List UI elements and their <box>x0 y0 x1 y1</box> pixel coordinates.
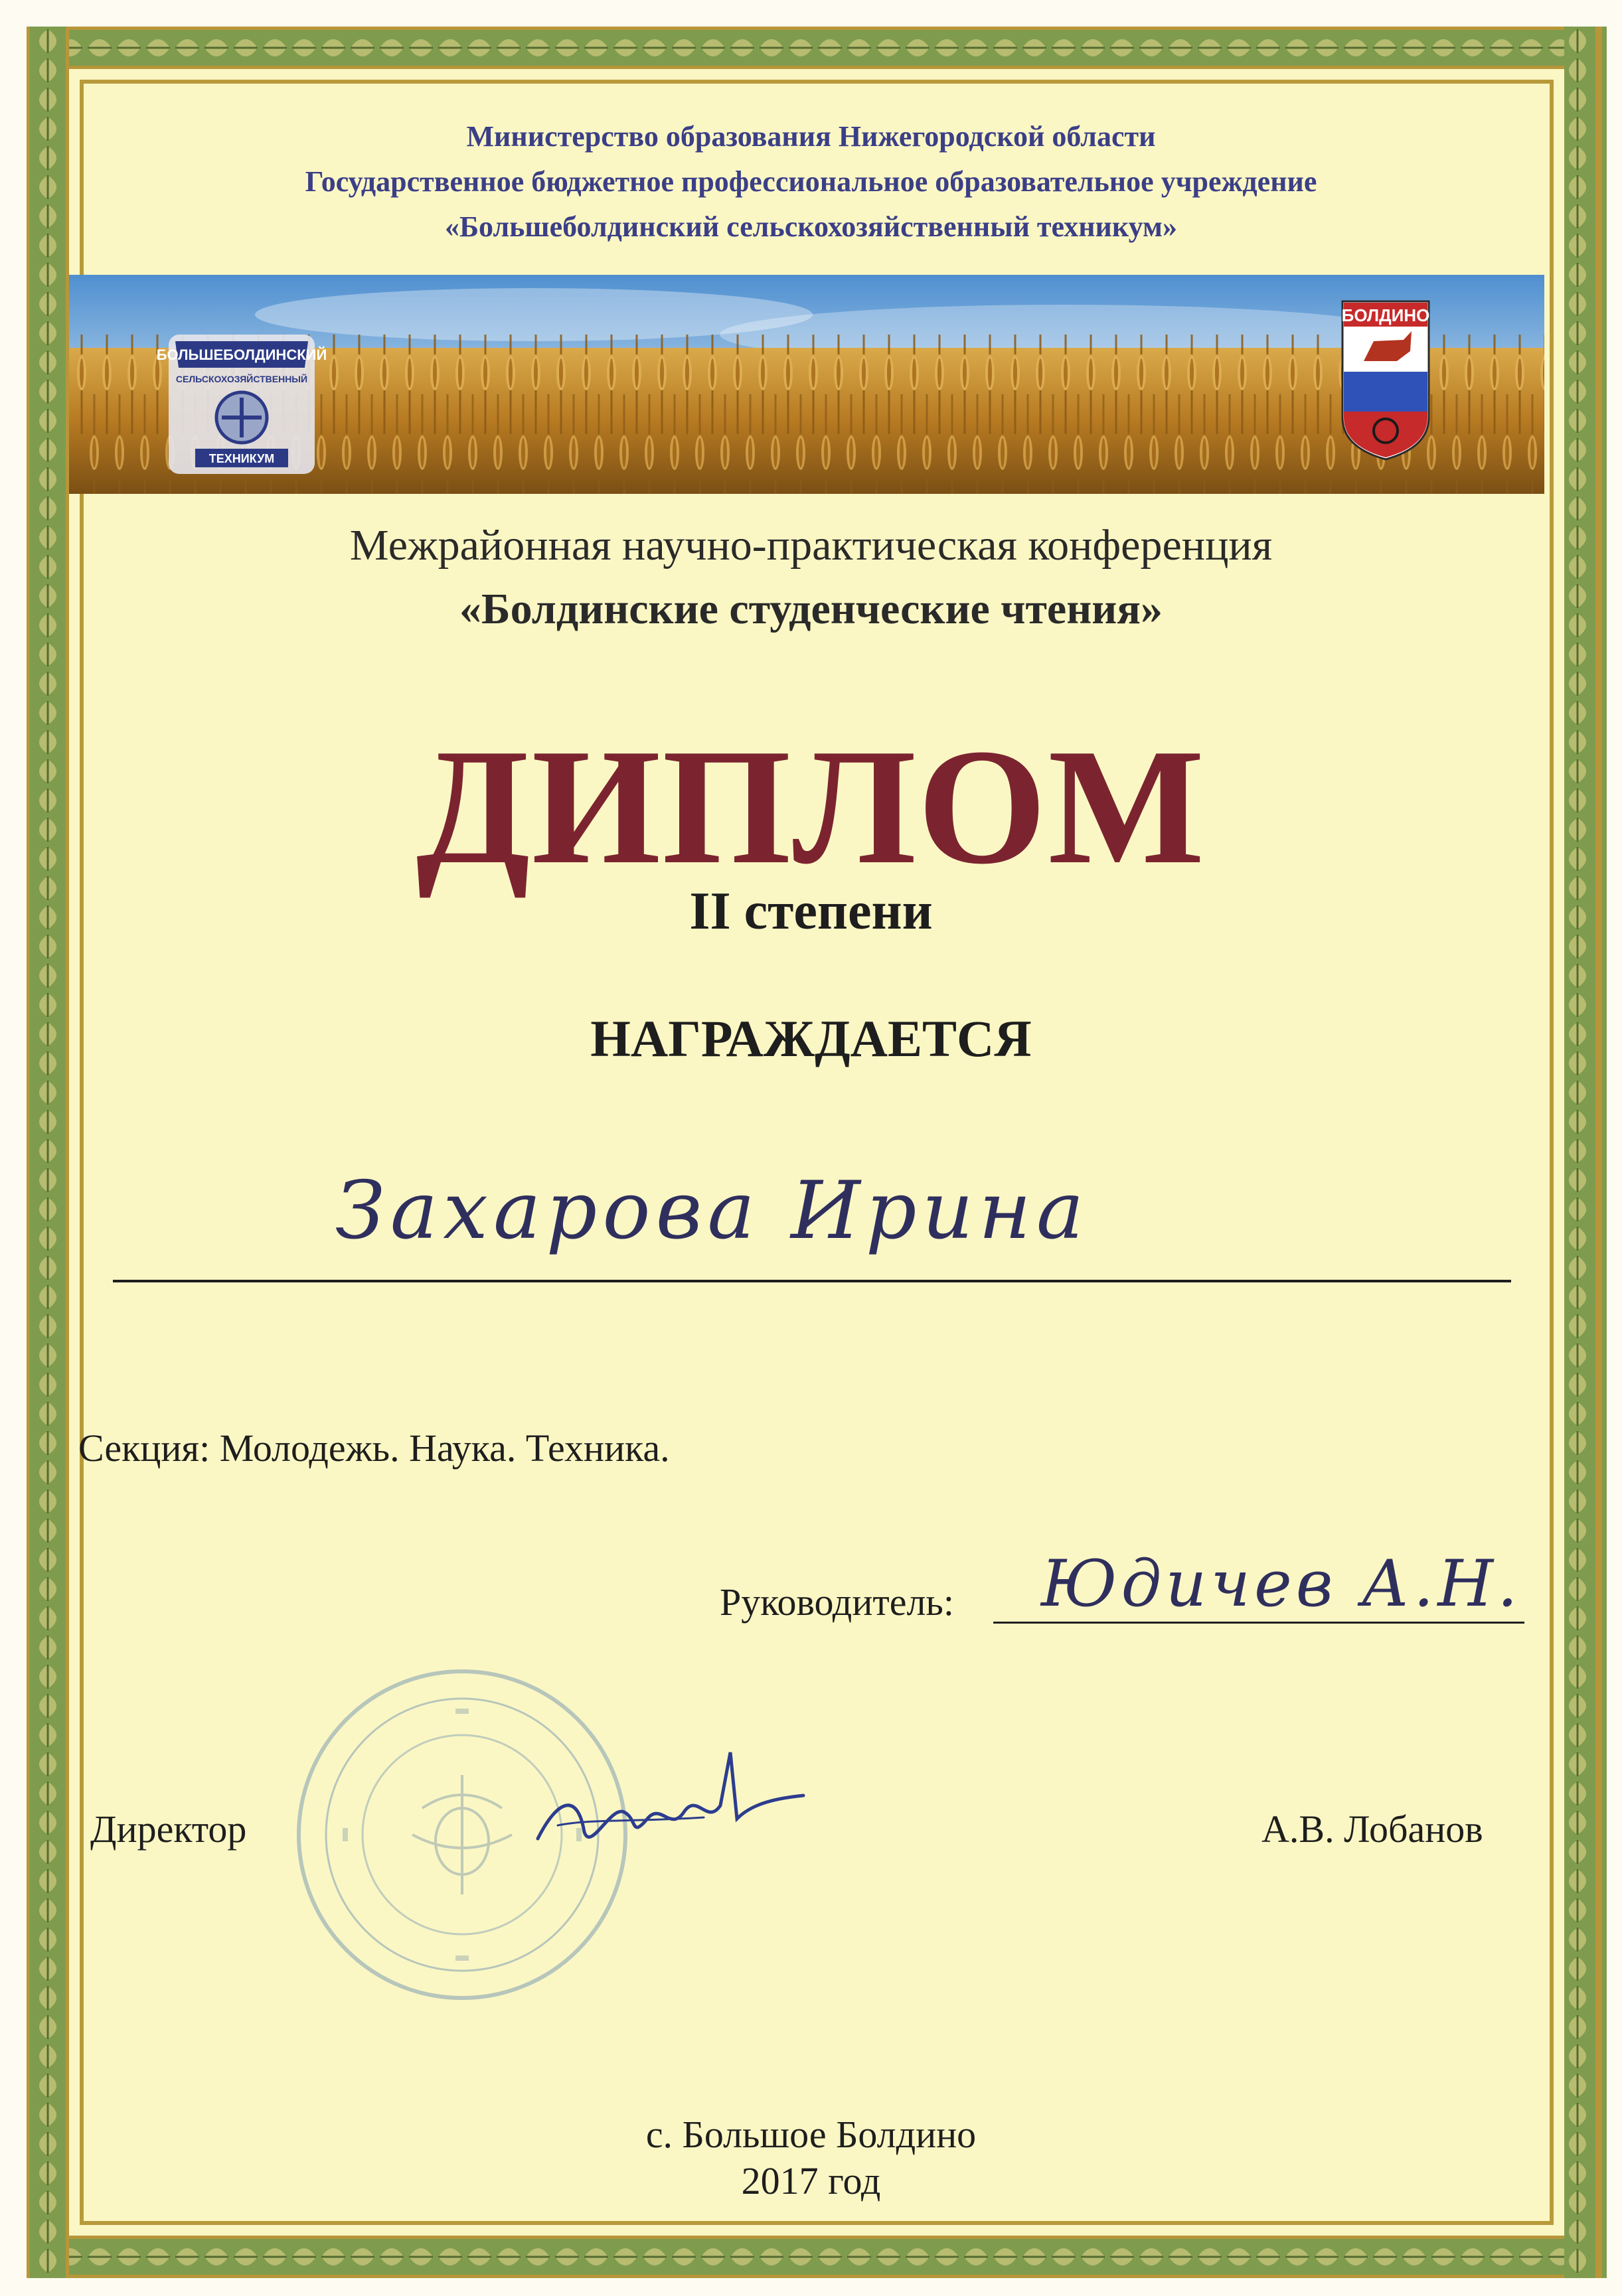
institution-type-line: Государственное бюджетное профессиональное образовательное учреждение <box>305 165 1317 198</box>
section-label: Секция: <box>78 1426 210 1470</box>
svg-text:СЕЛЬСКОХОЗЯЙСТВЕННЫЙ: СЕЛЬСКОХОЗЯЙСТВЕННЫЙ <box>175 374 308 384</box>
director-label: Директор <box>90 1807 247 1851</box>
recipient-name-handwritten: Захарова Ирина <box>335 1165 1090 1257</box>
year-of-issue: 2017 год <box>741 2159 881 2202</box>
section-line <box>78 1426 670 1470</box>
wheat-field-banner <box>69 275 1544 494</box>
leader-name-handwritten: Юдичев А.Н. <box>1041 1547 1522 1621</box>
svg-text:ТЕХНИКУМ: ТЕХНИКУМ <box>208 452 275 465</box>
ministry-line: Министерство образования Нижегородской области <box>466 120 1156 153</box>
place-of-issue: с. Большое Болдино <box>645 2113 977 2156</box>
svg-text:БОЛЬШЕБОЛДИНСКИЙ: БОЛЬШЕБОЛДИНСКИЙ <box>156 346 327 363</box>
boldino-emblem <box>1342 301 1430 459</box>
college-logo <box>157 335 327 474</box>
leader-underline <box>993 1622 1524 1624</box>
section-value: Молодежь. Наука. Техника. <box>219 1426 670 1470</box>
diploma-title: ДИПЛОМ <box>416 715 1206 899</box>
director-name: А.В. Лобанов <box>1261 1807 1483 1851</box>
conference-name: Межрайонная научно-практическая конференция <box>349 521 1273 570</box>
awarded-heading: НАГРАЖДАЕТСЯ <box>590 1010 1032 1067</box>
svg-text:БОЛДИНО: БОЛДИНО <box>1341 305 1430 325</box>
conference-title: «Болдинские студенческие чтения» <box>459 585 1163 633</box>
recipient-underline <box>113 1280 1511 1282</box>
diploma-degree: II степени <box>689 882 933 941</box>
institution-name-line: «Большеболдинский сельскохозяйственный техникум» <box>444 210 1178 243</box>
director-signature <box>531 1739 810 1872</box>
leader-label: Руководитель: <box>720 1580 954 1624</box>
